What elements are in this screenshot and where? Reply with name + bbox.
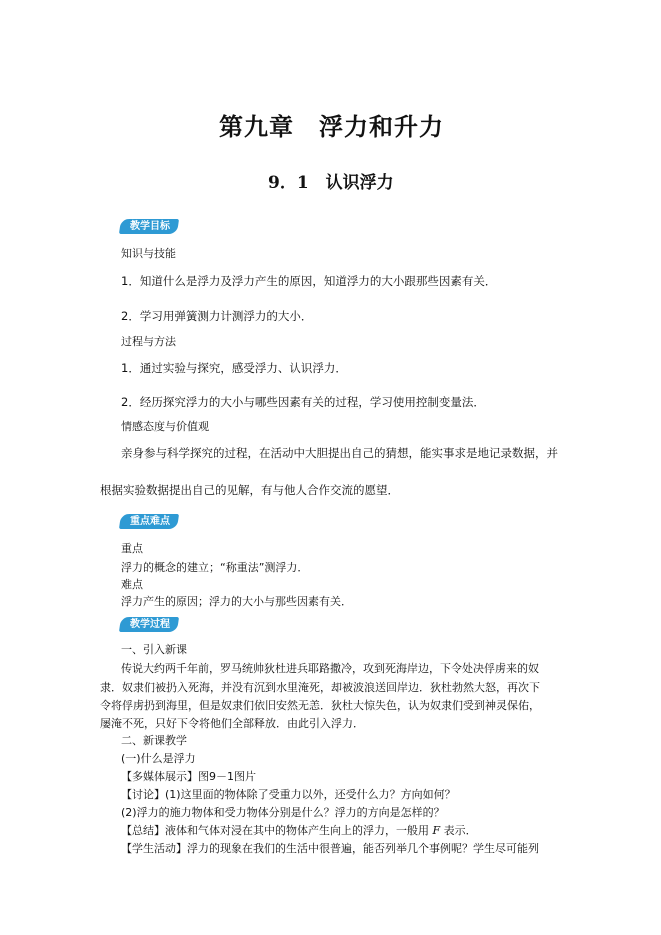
story-line-1: 传说大约两千年前，罗马统帅狄杜进兵耶路撒冷，攻到死海岸边，下令处决俘虏来的奴 xyxy=(121,662,539,675)
summary-pre: 【总结】液体和气体对浸在其中的物体产生向上的浮力，一般用 xyxy=(121,824,433,837)
story-line-2: 隶．奴隶们被扔入死海，并没有沉到水里淹死，却被波浪送回岸边．狄杜勃然大怒，再次下 xyxy=(100,681,540,694)
discuss-1: 【讨论】(1)这里面的物体除了受重力以外，还受什么力？方向如何？ xyxy=(121,788,456,801)
key-text: 浮力的概念的建立；“称重法”测浮力． xyxy=(121,561,309,574)
process-item-1: 1．通过实验与探究，感受浮力、认识浮力． xyxy=(121,361,347,375)
summary-post: 表示． xyxy=(440,824,477,837)
discuss-2: (2)浮力的施力物体和受力物体分别是什么？浮力的方向是怎样的？ xyxy=(121,806,445,819)
badge-objectives: 教学目标 xyxy=(119,219,179,234)
emotion-heading: 情感态度与价值观 xyxy=(121,420,209,433)
media-line: 【多媒体展示】图9－1图片 xyxy=(121,770,256,783)
part2-heading: 二、新课教学 xyxy=(121,734,187,747)
knowledge-heading: 知识与技能 xyxy=(121,247,176,260)
summary-var: F xyxy=(432,824,441,837)
badge-keypoints: 重点难点 xyxy=(119,514,179,529)
emotion-line-1: 亲身参与科学探究的过程，在活动中大胆提出自己的猜想，能实事求是地记录数据，并 xyxy=(121,446,558,460)
diff-label: 难点 xyxy=(121,578,143,591)
process-item-2: 2．经历探究浮力的大小与哪些因素有关的过程，学习使用控制变量法． xyxy=(121,395,485,409)
story-line-3: 令将俘虏扔到海里，但是奴隶们依旧安然无恙．狄杜大惊失色，认为奴隶们受到神灵保佑， xyxy=(100,699,540,712)
process-heading: 过程与方法 xyxy=(121,335,176,348)
knowledge-item-1: 1．知道什么是浮力及浮力产生的原因，知道浮力的大小跟那些因素有关． xyxy=(121,274,497,288)
story-line-4: 屡淹不死，只好下令将他们全部释放．由此引入浮力． xyxy=(100,717,364,730)
badge-process: 教学过程 xyxy=(119,617,179,632)
key-label: 重点 xyxy=(121,542,143,555)
knowledge-item-2: 2．学习用弹簧测力计测浮力的大小． xyxy=(121,309,313,323)
diff-text: 浮力产生的原因；浮力的大小与那些因素有关． xyxy=(121,595,352,608)
emotion-line-2: 根据实验数据提出自己的见解，有与他人合作交流的愿望． xyxy=(100,483,399,497)
sub1-heading: (一)什么是浮力 xyxy=(121,752,196,765)
chapter-title: 第九章 浮力和升力 xyxy=(219,112,444,141)
part1-heading: 一、引入新课 xyxy=(121,643,187,656)
summary-line xyxy=(121,822,477,838)
section-title: 9．1 认识浮力 xyxy=(268,173,394,193)
activity-line: 【学生活动】浮力的现象在我们的生活中很普遍，能否列举几个事例呢？学生尽可能列 xyxy=(121,842,539,855)
